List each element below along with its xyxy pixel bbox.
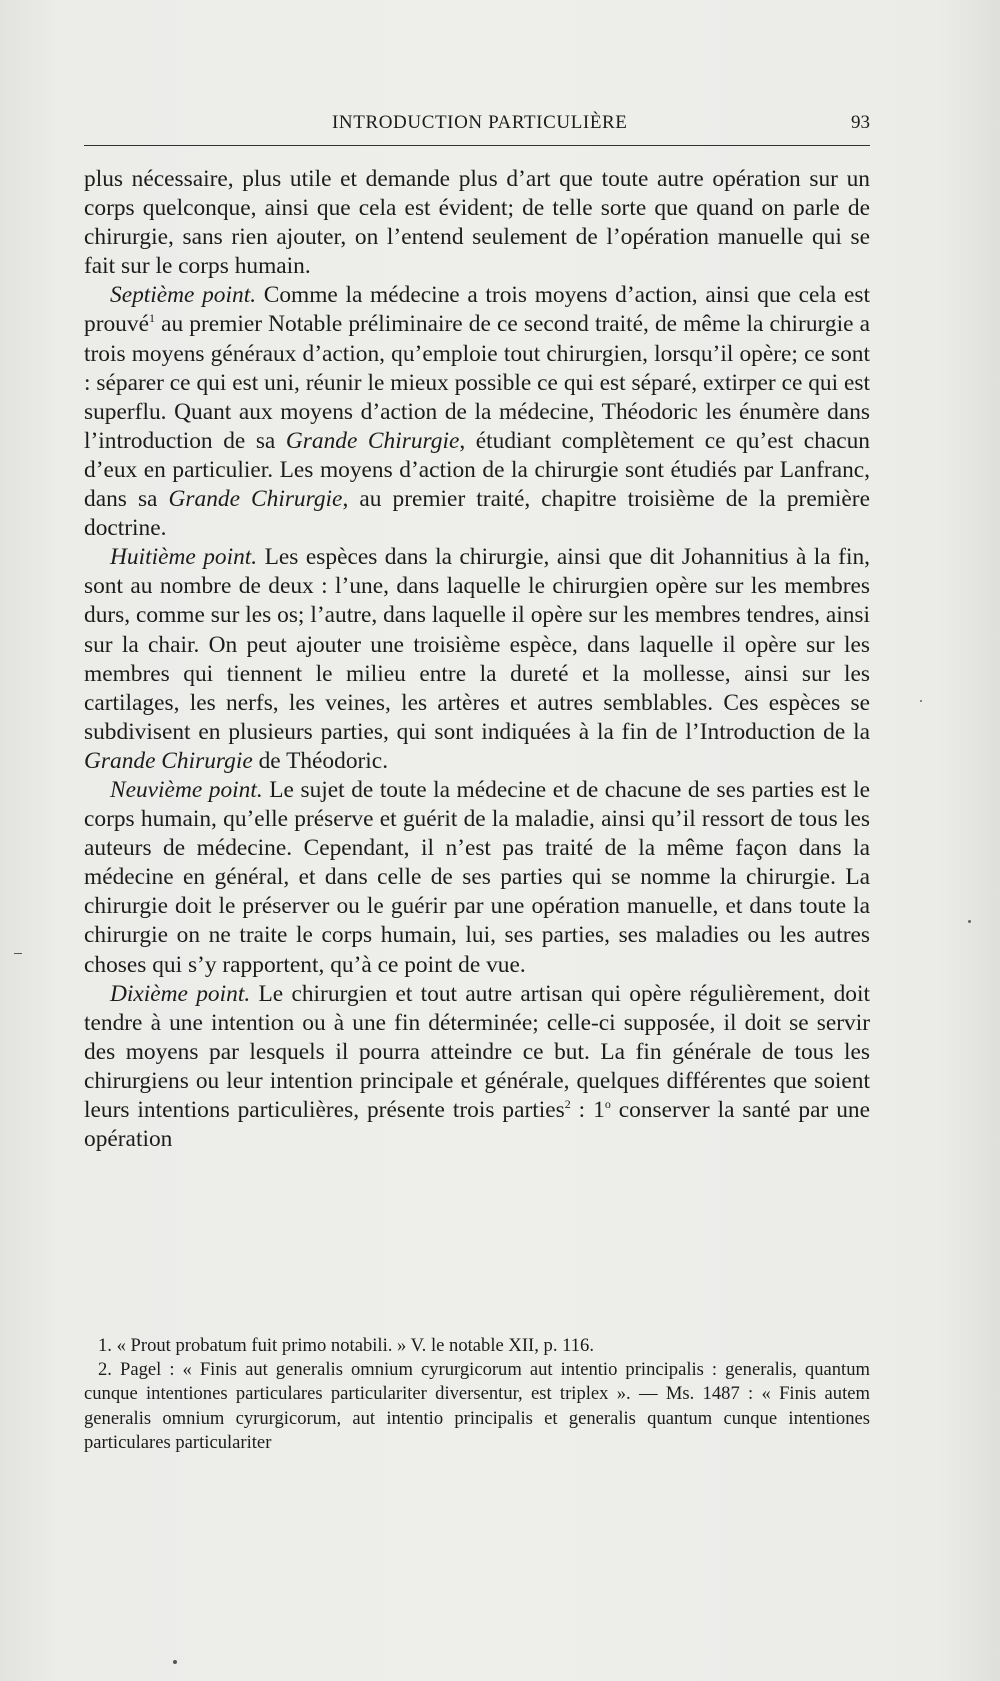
section-lead: Huitième point. bbox=[110, 544, 258, 571]
running-head: INTRODUCTION PARTICULIÈRE bbox=[332, 112, 628, 133]
footnote-number: 2. bbox=[98, 1359, 112, 1381]
section-lead: Septième point. bbox=[110, 282, 257, 309]
footnote-number: 1. bbox=[98, 1335, 112, 1356]
section-lead: Neuvième point. bbox=[110, 776, 263, 803]
book-title: Grande Chirurgie bbox=[84, 747, 253, 774]
paper-speck bbox=[14, 953, 22, 954]
footnotes bbox=[84, 1334, 870, 1455]
paragraph-continued: plus nécessaire, plus utile et demande plus d’art que toute autre opération sur un corps quelconque, ainsi que cela est évident; de telle sorte que quand on parle de chirurgie, sans rien ajouter, on l’entend seulement de l’opération manuelle qui se fait sur le corps humain. bbox=[84, 166, 870, 280]
footnote-text: Pagel : « Finis aut generalis omnium cyrurgicorum aut intentio principalis : generalis, quantum cunque intentiones particulares particulariter diversentur, est triplex ». — Ms. 1487 : « Finis autem generalis omnium cyrurgicorum, aut intentio principalis et generalis quantum cunque intentiones particulares particulariter bbox=[84, 1359, 870, 1453]
footnote-text: « Prout probatum fuit primo notabili. » V. le notable XII, p. 116. bbox=[116, 1335, 594, 1356]
paper-speck bbox=[173, 1660, 177, 1664]
ordinal-marker: o bbox=[604, 1097, 611, 1112]
page-number: 93 bbox=[851, 112, 870, 133]
paper-speck bbox=[968, 920, 971, 923]
book-title: Grande Chirurgie bbox=[285, 427, 460, 454]
footnote-2 bbox=[84, 1358, 870, 1455]
footnote-ref: 1 bbox=[148, 311, 155, 326]
paper-speck bbox=[920, 700, 922, 702]
footnote-1 bbox=[84, 1334, 870, 1358]
header-rule bbox=[84, 145, 870, 146]
book-title: Grande Chirurgie bbox=[168, 486, 343, 513]
paragraph-eighth-point: Huitième point. Les espèces dans la chirurgie, ainsi que dit Johannitius à la fin, sont au nombre de deux : l’une, dans laquelle le chirurgien opère sur les membres durs, comme sur les os; l’autre, dans laquelle il opère sur les membres tendres, ainsi sur la chair. On peut ajouter une troisième espèce, dans laquelle il opère sur les membres qui tiennent le milieu entre la dureté et la mollesse, ainsi sur les cartilages, les nerfs, les veines, les artères et autres semblables. Ces espèces se subdivisent en plusieurs parties, qui sont indiquées à la fin de l’Introduction de la Grande Chirurgie de Théodoric. bbox=[84, 544, 870, 774]
paragraph-seventh-point: Septième point. Comme la médecine a trois moyens d’action, ainsi que cela est prouvé$^1$ au premier Notable préliminaire de ce second traité, de même la chirurgie a trois moyens généraux d’action, qu’emploie tout chirurgien, lorsqu’il opère; ce sont : séparer ce qui est uni, réunir le mieux possible ce qui est séparé, extirper ce qui est superflu. Quant aux moyens d’action de la médecine, Théodoric les énumère dans l’introduction de sa Grande Chirurgie, étudiant complètement ce qu’est chacun d’eux en particulier. Les moyens d’action de la chirurgie sont étudiés par Lanfranc, dans sa Grande Chirurgie, au premier traité, chapitre troisième de la première doctrine. bbox=[84, 282, 871, 542]
page-header bbox=[84, 108, 870, 148]
body-text bbox=[84, 165, 870, 1154]
paragraph-ninth-point: Neuvième point. Le sujet de toute la médecine et de chacune de ses parties est le corps humain, qu’elle préserve et guérit de la maladie, ainsi qu’il ressort de tous les auteurs de médecine. Cependant, il n’est pas traité de la même façon dans la médecine en général, et dans celle de ses parties qui se nomme la chirurgie. La chirurgie doit le préserver ou le guérir par une opération manuelle, et dans toute la chirurgie on ne traite le corps humain, lui, ses parties, ses maladies ou les autres choses qui s’y rapportent, qu’à ce point de vue. bbox=[84, 776, 870, 978]
section-lead: Dixième point. bbox=[110, 980, 251, 1007]
paragraph-tenth-point: Dixième point. Le chirurgien et tout autre artisan qui opère régulièrement, doit tendre à une intention ou à une fin déterminée; celle-ci supposée, il doit se servir des moyens par lesquels il pourra atteindre ce but. La fin générale de tous les chirurgiens ou leur intention principale et générale, quelques différentes que soient leurs intentions particulières, présente trois parties$^2$ : 1$^o$ conserver la santé par une opération bbox=[84, 980, 870, 1153]
footnote-ref: 2 bbox=[564, 1097, 571, 1112]
